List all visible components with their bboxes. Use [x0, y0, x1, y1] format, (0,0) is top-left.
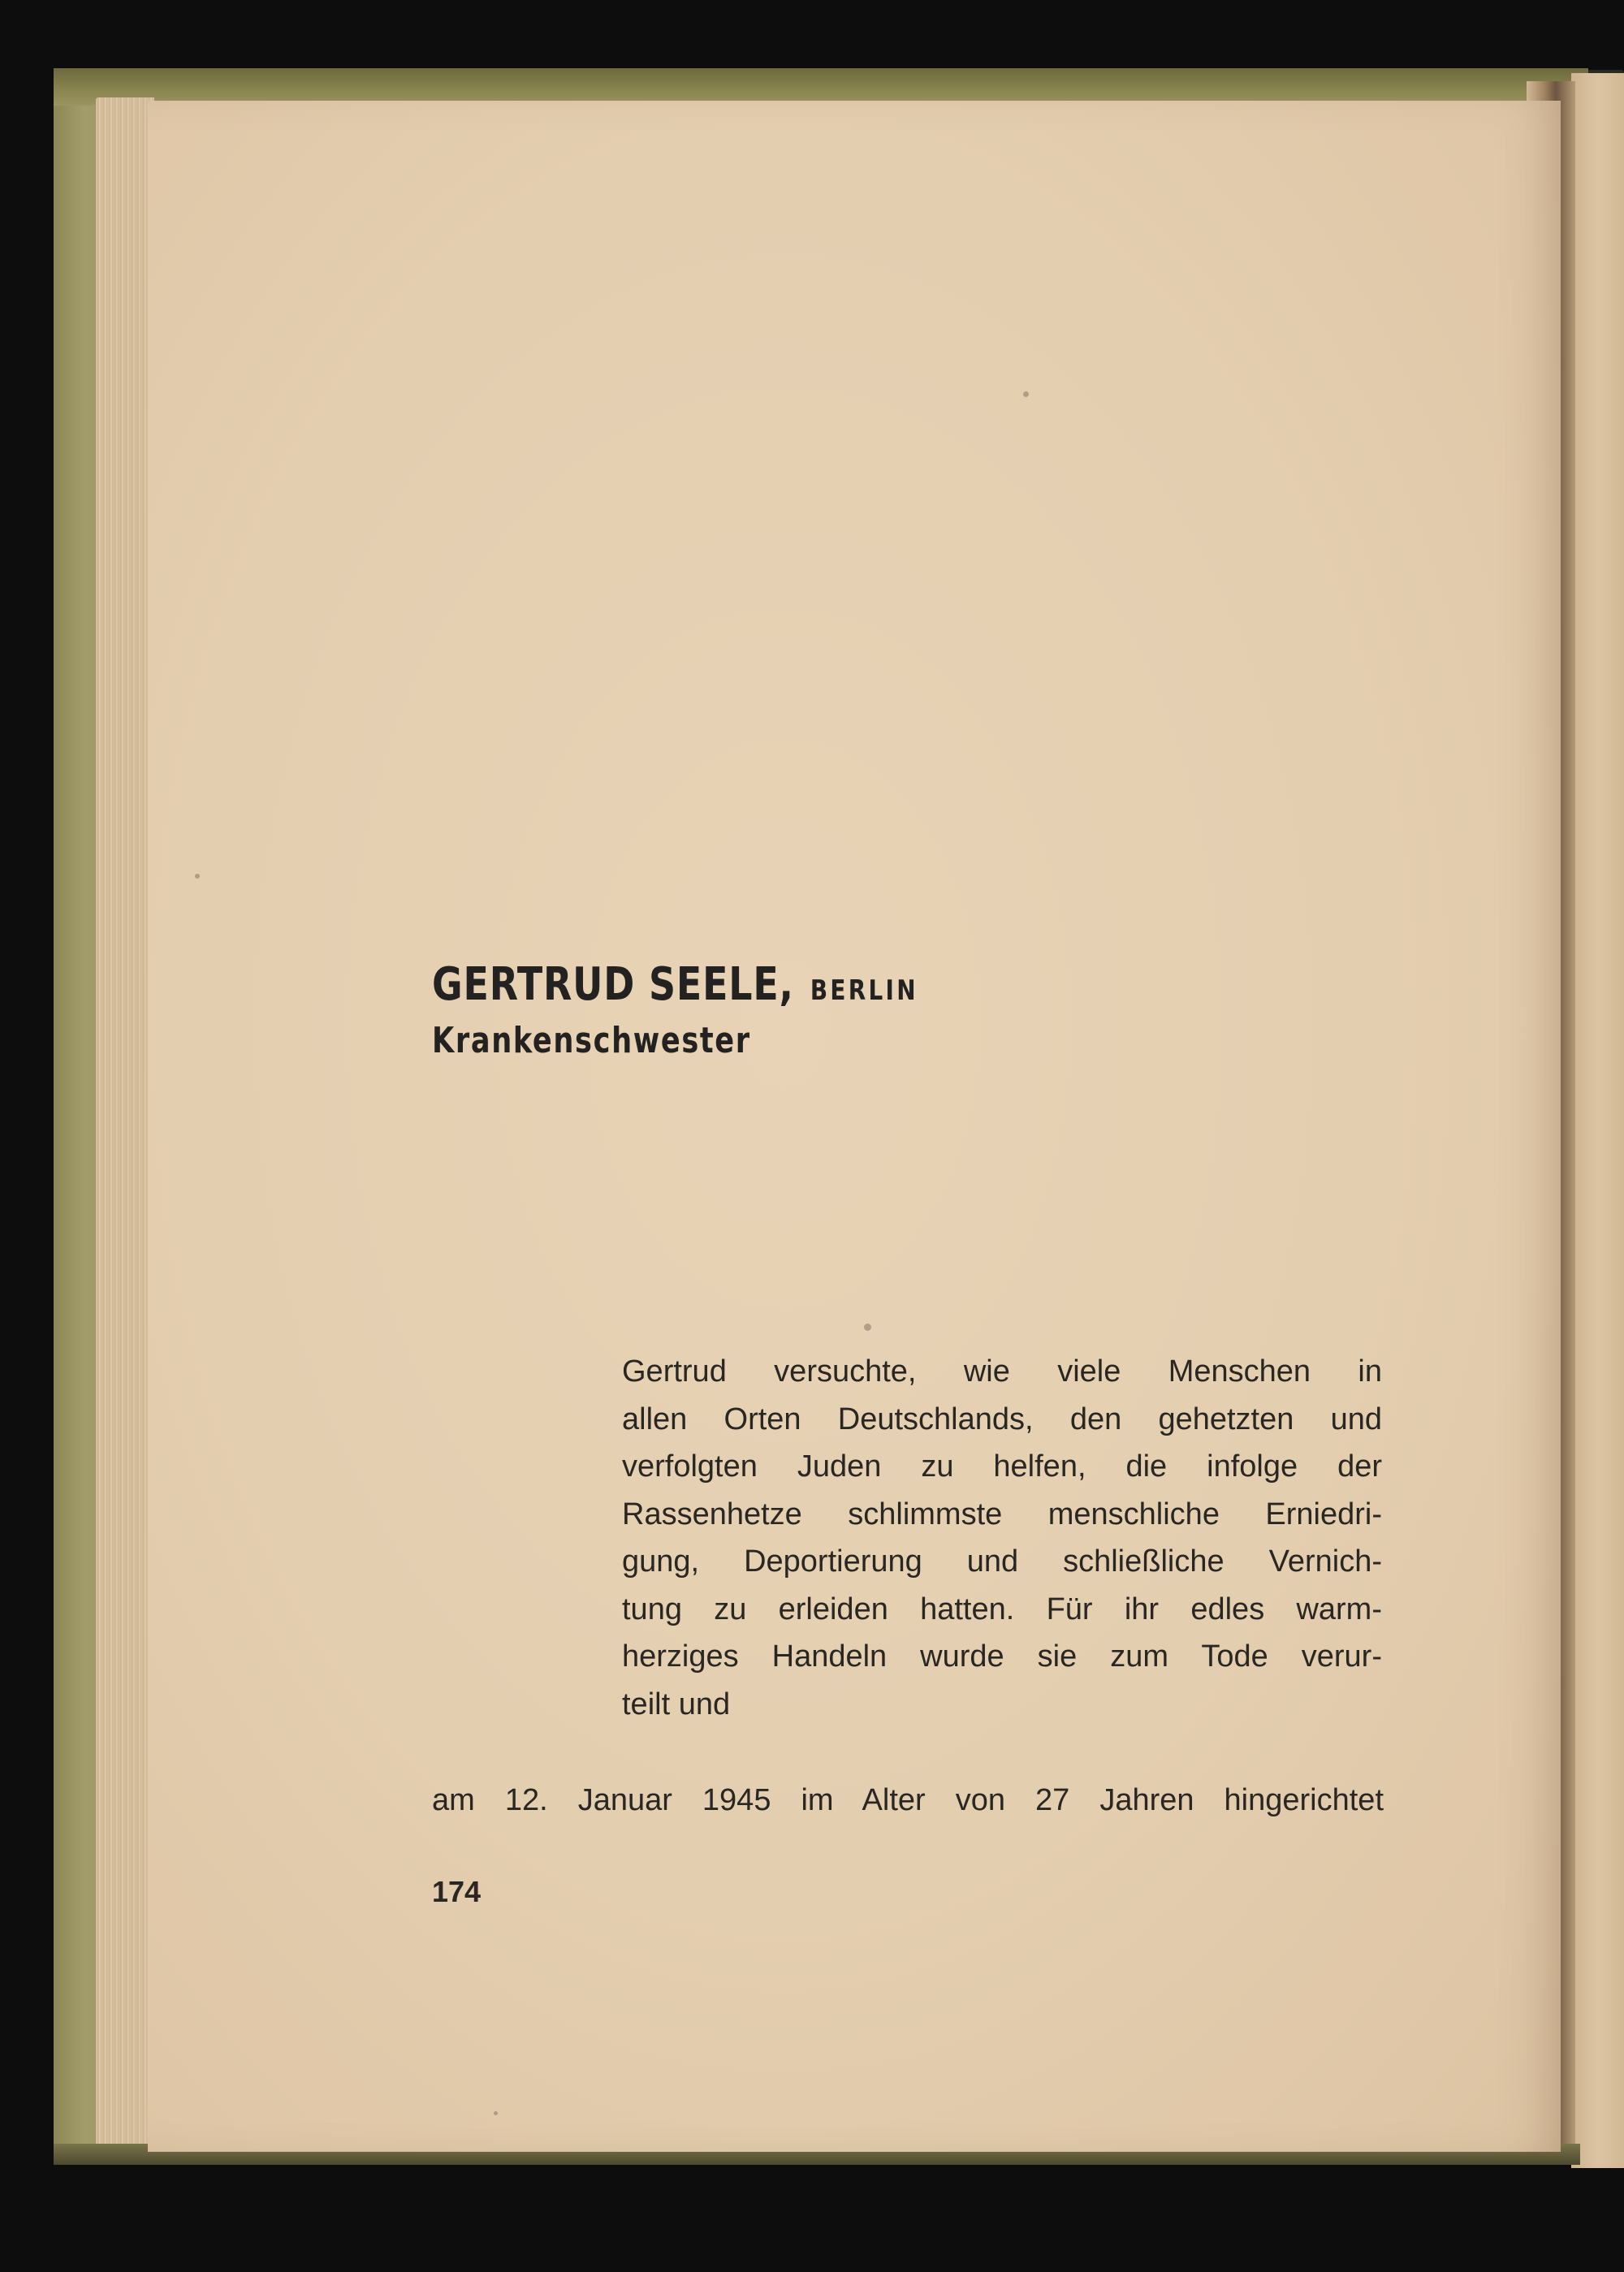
- execution-statement: am 12. Januar 1945 im Alter von 27 Jahren hingerichtet: [432, 1783, 1384, 1817]
- facing-page-edge: [1571, 73, 1624, 2168]
- paper-speck: [195, 874, 200, 879]
- paragraph-line: Gertrud versuchte, wie viele Menschen in: [622, 1354, 1382, 1389]
- person-occupation: Krankenschwester: [432, 1020, 751, 1061]
- paper-speck: [864, 1324, 871, 1331]
- page-number: 174: [432, 1875, 482, 1908]
- person-name: GERTRUD SEELE,: [432, 958, 794, 1011]
- paragraph-line: tung zu erleiden hatten. Für ihr edles warm-: [622, 1592, 1382, 1626]
- biography-paragraph: [622, 1348, 1382, 1728]
- paragraph-line: allen Orten Deutschlands, den gehetzten und: [622, 1402, 1382, 1436]
- paragraph-line: gung, Deportierung und schließliche Vernich-: [622, 1544, 1382, 1579]
- person-heading: [432, 957, 918, 1019]
- paragraph-line: teilt und: [622, 1687, 731, 1721]
- page-edges: [96, 97, 154, 2152]
- paper-speck: [494, 2111, 498, 2115]
- paragraph-line: Rassenhetze schlimmste menschliche Erniedri-: [622, 1497, 1382, 1531]
- person-city: BERLIN: [810, 974, 918, 1007]
- book-page: [148, 101, 1561, 2152]
- paragraph-line: verfolgten Juden zu helfen, die infolge der: [622, 1449, 1382, 1484]
- paper-speck: [1023, 391, 1029, 397]
- paragraph-line: herziges Handeln wurde sie zum Tode verur-: [622, 1639, 1382, 1674]
